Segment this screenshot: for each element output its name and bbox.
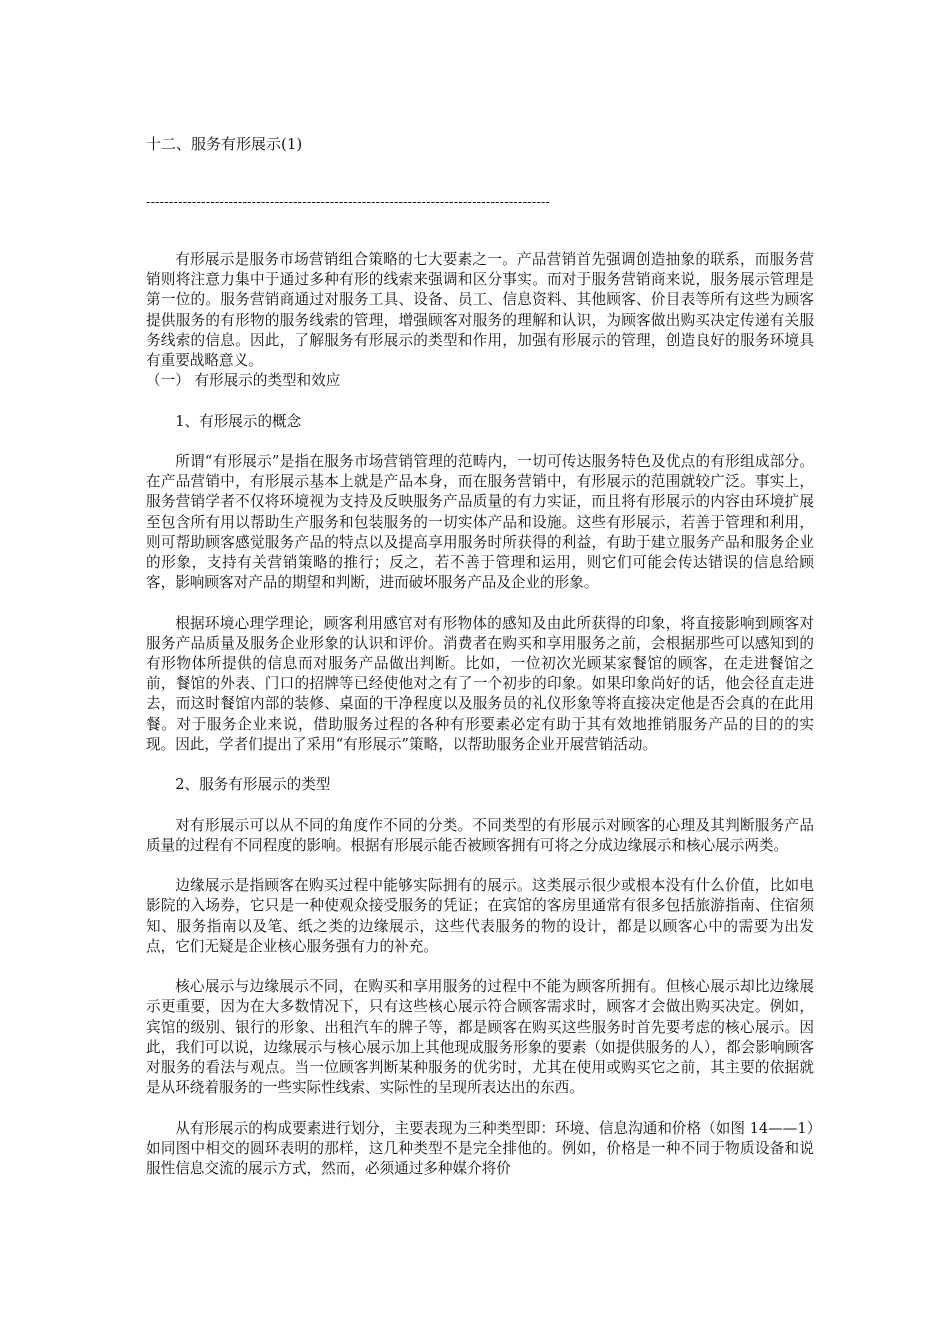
body-paragraph: 从有形展示的构成要素进行划分，主要表现为三种类型即：环境、信息沟通和价格（如图 14——1）如同图中相交的圆环表明的那样，这几种类型不是完全排他的。例如，价格是一种不同于物质设备和说服性信息交流的展示方式，然而，必须通过多种媒介将价	[146, 1119, 814, 1178]
document-title: 十二、服务有形展示(1)	[146, 135, 303, 153]
paragraph-spacer	[146, 432, 814, 452]
document-body	[146, 250, 814, 1179]
paragraph-spacer	[146, 856, 814, 876]
paragraph-spacer	[146, 795, 814, 815]
body-paragraph: 所谓“有形展示”是指在服务市场营销管理的范畴内，一切可传达服务特色及优点的有形组成部分。在产品营销中，有形展示基本上就是产品本身，而在服务营销中，有形展示的范围就较广泛。事实上，服务营销学者不仅将环境视为支持及反映服务产品质量的有力实证，而且将有形展示的内容由环境扩展至包含所有用以帮助生产服务和包装服务的一切实体产品和设施。这些有形展示，若善于管理和利用，则可帮助顾客感觉服务产品的特点以及提高享用服务时所获得的利益，有助于建立服务产品和服务企业的形象，支持有关营销策略的推行；反之，若不善于管理和运用，则它们可能会传达错误的信息给顾客，影响顾客对产品的期望和判断，进而破坏服务产品及企业的形象。	[146, 453, 814, 592]
paragraph-spacer	[146, 391, 814, 411]
subsection-heading: 1、有形展示的概念	[175, 412, 302, 430]
body-paragraph: 对有形展示可以从不同的角度作不同的分类。不同类型的有形展示对顾客的心理及其判断服务产品质量的过程有不同程度的影响。根据有形展示能否被顾客拥有可将之分成边缘展示和核心展示两类。	[146, 816, 814, 854]
paragraph-spacer	[146, 957, 814, 977]
section-heading: （一） 有形展示的类型和效应	[146, 372, 341, 390]
body-paragraph: 根据环境心理学理论，顾客利用感官对有形物体的感知及由此所获得的印象，将直接影响到顾客对服务产品质量及服务企业形象的认识和评价。消费者在购买和享用服务之前，会根据那些可以感知到的有形物体所提供的信息而对服务产品做出判断。比如，一位初次光顾某家餐馆的顾客，在走进餐馆之前，餐馆的外表、门口的招牌等已经使他对之有了一个初步的印象。如果印象尚好的话，他会径直走进去，而这时餐馆内部的装修、桌面的干净程度以及服务员的礼仪形象等将直接决定他是否会真的在此用餐。对于服务企业来说，借助服务过程的各种有形要素必定有助于其有效地推销服务产品的目的的实现。因此，学者们提出了采用“有形展示”策略，以帮助服务企业开展营销活动。	[146, 614, 814, 753]
paragraph-spacer	[146, 755, 814, 775]
body-paragraph: 核心展示与边缘展示不同，在购买和享用服务的过程中不能为顾客所拥有。但核心展示却比边缘展示更重要，因为在大多数情况下，只有这些核心展示符合顾客需求时，顾客才会做出购买决定。例如，宾馆的级别、银行的形象、出租汽车的牌子等，都是顾客在购买这些服务时首先要考虑的核心展示。因此，我们可以说，边缘展示与核心展示加上其他现成服务形象的要素（如提供服务的人），都会影响顾客对服务的看法与观点。当一位顾客判断某种服务的优劣时，尤其在使用或购买它之前，其主要的依据就是从环绕着服务的一些实际性线索、实际性的呈现所表达出的东西。	[146, 978, 814, 1097]
paragraph-spacer	[146, 1098, 814, 1118]
body-paragraph: 有形展示是服务市场营销组合策略的七大要素之一。产品营销首先强调创造抽象的联系，而服务营销则将注意力集中于通过多种有形的线索来强调和区分事实。而对于服务营销商来说，服务展示管理是第一位的。服务营销商通过对服务工具、设备、员工、信息资料、其他顾客、价目表等所有这些为顾客提供服务的有形物的服务线索的管理，增强顾客对服务的理解和认识，为顾客做出购买决定传递有关服务线索的信息。因此，了解服务有形展示的类型和作用，加强有形展示的管理，创造良好的服务环境具有重要战略意义。	[146, 251, 814, 370]
separator-line: ----------------------------------------------------------------------------------------	[146, 195, 551, 210]
body-paragraph: 边缘展示是指顾客在购买过程中能够实际拥有的展示。这类展示很少或根本没有什么价值，比如电影院的入场券，它只是一种使观众接受服务的凭证；在宾馆的客房里通常有很多包括旅游指南、住宿须知、服务指南以及笔、纸之类的边缘展示，这些代表服务的物的设计，都是以顾客心中的需要为出发点，它们无疑是企业核心服务强有力的补充。	[146, 877, 814, 955]
paragraph-spacer	[146, 593, 814, 613]
subsection-heading: 2、服务有形展示的类型	[175, 776, 331, 794]
